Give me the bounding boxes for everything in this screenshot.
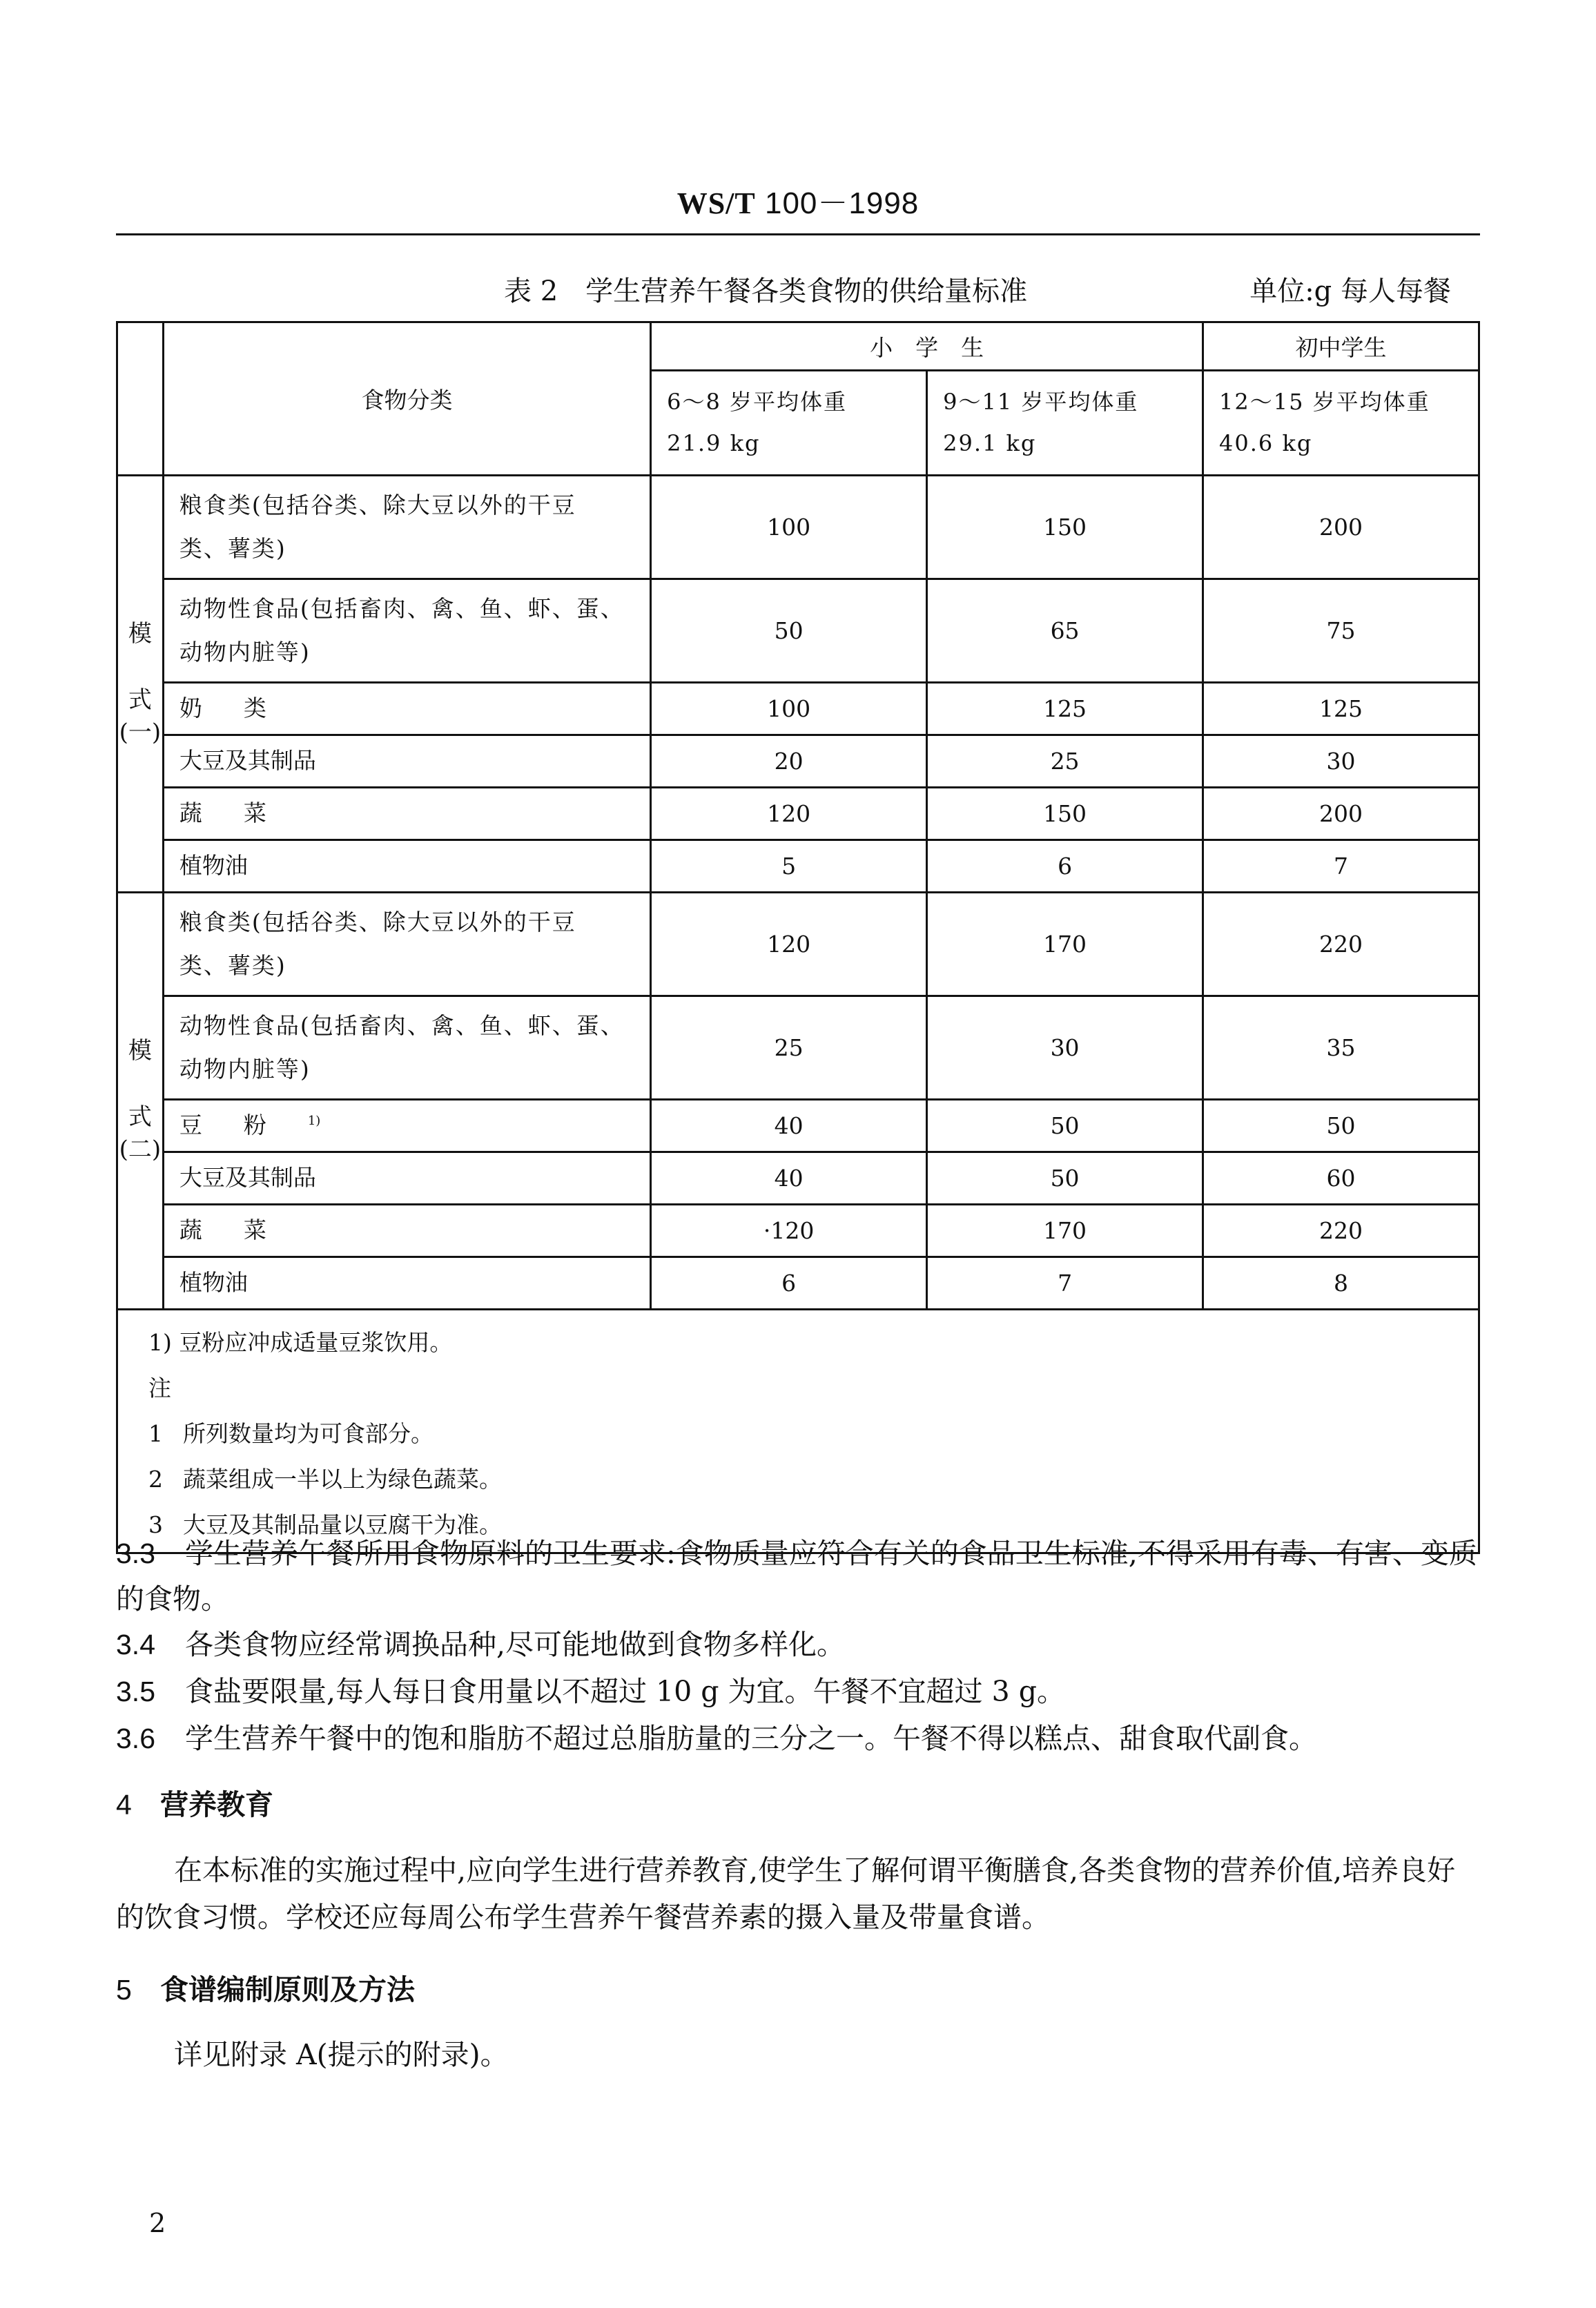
food-name: 植物油 (163, 1257, 650, 1310)
note-item: 1 所列数量均为可食部分。 (148, 1420, 434, 1447)
note-label: 注 (148, 1375, 171, 1402)
table-row (117, 579, 1479, 683)
standard-code-prefix: WS/T (677, 186, 756, 220)
table-unit: 单位:g 每人每餐 (1249, 275, 1451, 307)
header-rule (116, 233, 1480, 235)
supply-table (116, 321, 1480, 1554)
note-item: 2 蔬菜组成一半以上为绿色蔬菜。 (148, 1466, 502, 1493)
value-cell: 25 (651, 996, 927, 1100)
food-name: 蔬菜 (163, 788, 650, 840)
clause-3-3: 3.3 学生营养午餐所用食物原料的卫生要求:食物质量应符合有关的食品卫生标准,不得采用有毒、有害、变质的食物。 (116, 1537, 1477, 1616)
clause-3-4: 3.4 各类食物应经常调换品种,尽可能地做到食物多样化。 (116, 1628, 846, 1661)
value-cell: 125 (927, 683, 1203, 735)
food-name: 粮食类(包括谷类、除大豆以外的干豆 类、薯类) (163, 893, 650, 996)
value-cell: 60 (1203, 1152, 1479, 1205)
junior-header: 初中学生 (1203, 322, 1479, 371)
table-row (117, 735, 1479, 788)
food-name: 豆粉$^{1)}$ (163, 1100, 650, 1152)
table-row (117, 1257, 1479, 1310)
value-cell: 20 (651, 735, 927, 788)
table-header-row (117, 322, 1479, 371)
age-group-12-15: 12～15 岁平均体重 40.6 kg (1203, 371, 1479, 476)
food-name: 奶类 (163, 683, 650, 735)
age-group-6-8: 6～8 岁平均体重 21.9 kg (651, 371, 927, 476)
section-5-body: 详见附录 A(提示的附录)。 (174, 2038, 509, 2071)
value-cell: ·120 (651, 1205, 927, 1257)
value-cell: 40 (651, 1100, 927, 1152)
food-name: 植物油 (163, 840, 650, 893)
value-cell: 170 (927, 893, 1203, 996)
primary-header: 小 学 生 (651, 322, 1203, 371)
value-cell: 150 (927, 476, 1203, 579)
value-cell: 120 (651, 788, 927, 840)
value-cell: 50 (927, 1100, 1203, 1152)
food-name: 动物性食品(包括畜肉、禽、鱼、虾、蛋、 动物内脏等) (163, 579, 650, 683)
value-cell: 120 (651, 893, 927, 996)
table-notes (117, 1310, 1479, 1553)
clause-3-6: 3.6 学生营养午餐中的饱和脂肪不超过总脂肪量的三分之一。午餐不得以糕点、甜食取代副食。 (116, 1722, 1317, 1755)
table-row (117, 476, 1479, 579)
age-group-9-11: 9～11 岁平均体重 29.1 kg (927, 371, 1203, 476)
standard-code (0, 178, 1596, 222)
value-cell: 65 (927, 579, 1203, 683)
value-cell: 100 (651, 683, 927, 735)
value-cell: 100 (651, 476, 927, 579)
value-cell: 6 (927, 840, 1203, 893)
table-row (117, 893, 1479, 996)
table-row (117, 1100, 1479, 1152)
value-cell: 220 (1203, 893, 1479, 996)
food-name: 蔬菜 (163, 1205, 650, 1257)
model-1-label: 模 式 (一) (117, 476, 164, 893)
table-row (117, 1205, 1479, 1257)
value-cell: 5 (651, 840, 927, 893)
section-4-body: 在本标准的实施过程中,应向学生进行营养教育,使学生了解何谓平衡膳食,各类食物的营养价值,培养良好的饮食习惯。学校还应每周公布学生营养午餐营养素的摄入量及带量食谱。 (116, 1854, 1456, 1934)
value-cell: 35 (1203, 996, 1479, 1100)
table-row (117, 788, 1479, 840)
table-row (117, 683, 1479, 735)
table-notes-row (117, 1310, 1479, 1553)
page-number: 2 (149, 2208, 166, 2238)
value-cell: 6 (651, 1257, 927, 1310)
value-cell: 125 (1203, 683, 1479, 735)
table-row (117, 840, 1479, 893)
value-cell: 170 (927, 1205, 1203, 1257)
value-cell: 25 (927, 735, 1203, 788)
value-cell: 50 (927, 1152, 1203, 1205)
note-item: 3 大豆及其制品量以豆腐干为准。 (148, 1511, 502, 1538)
food-name: 动物性食品(包括畜肉、禽、鱼、虾、蛋、 动物内脏等) (163, 996, 650, 1100)
value-cell: 150 (927, 788, 1203, 840)
value-cell: 200 (1203, 476, 1479, 579)
footnote-text: 1) 豆粉应冲成适量豆浆饮用。 (148, 1329, 453, 1356)
food-name: 大豆及其制品 (163, 1152, 650, 1205)
table-row (117, 996, 1479, 1100)
food-name: 大豆及其制品 (163, 735, 650, 788)
section-5-heading: 5 食谱编制原则及方法 (116, 1973, 415, 2006)
table-caption: 表 2 学生营养午餐各类食物的供给量标准 (504, 275, 1028, 307)
section-4-heading: 4 营养教育 (116, 1788, 273, 1821)
footnote-mark: 1) (307, 1114, 321, 1129)
value-cell: 8 (1203, 1257, 1479, 1310)
model-2-label: 模 式 (二) (117, 893, 164, 1310)
table-row (117, 1152, 1479, 1205)
value-cell: 7 (927, 1257, 1203, 1310)
standard-code-number: 100－1998 (764, 186, 919, 220)
value-cell: 30 (1203, 735, 1479, 788)
food-category-header: 食物分类 (163, 322, 650, 476)
value-cell: 40 (651, 1152, 927, 1205)
clause-3-5: 3.5 食盐要限量,每人每日食用量以不超过 10 g 为宜。午餐不宜超过 3 g。 (116, 1675, 1065, 1708)
value-cell: 7 (1203, 840, 1479, 893)
value-cell: 200 (1203, 788, 1479, 840)
value-cell: 75 (1203, 579, 1479, 683)
value-cell: 50 (651, 579, 927, 683)
food-name: 粮食类(包括谷类、除大豆以外的干豆 类、薯类) (163, 476, 650, 579)
value-cell: 30 (927, 996, 1203, 1100)
model-header-cell (117, 322, 164, 476)
value-cell: 50 (1203, 1100, 1479, 1152)
value-cell: 220 (1203, 1205, 1479, 1257)
